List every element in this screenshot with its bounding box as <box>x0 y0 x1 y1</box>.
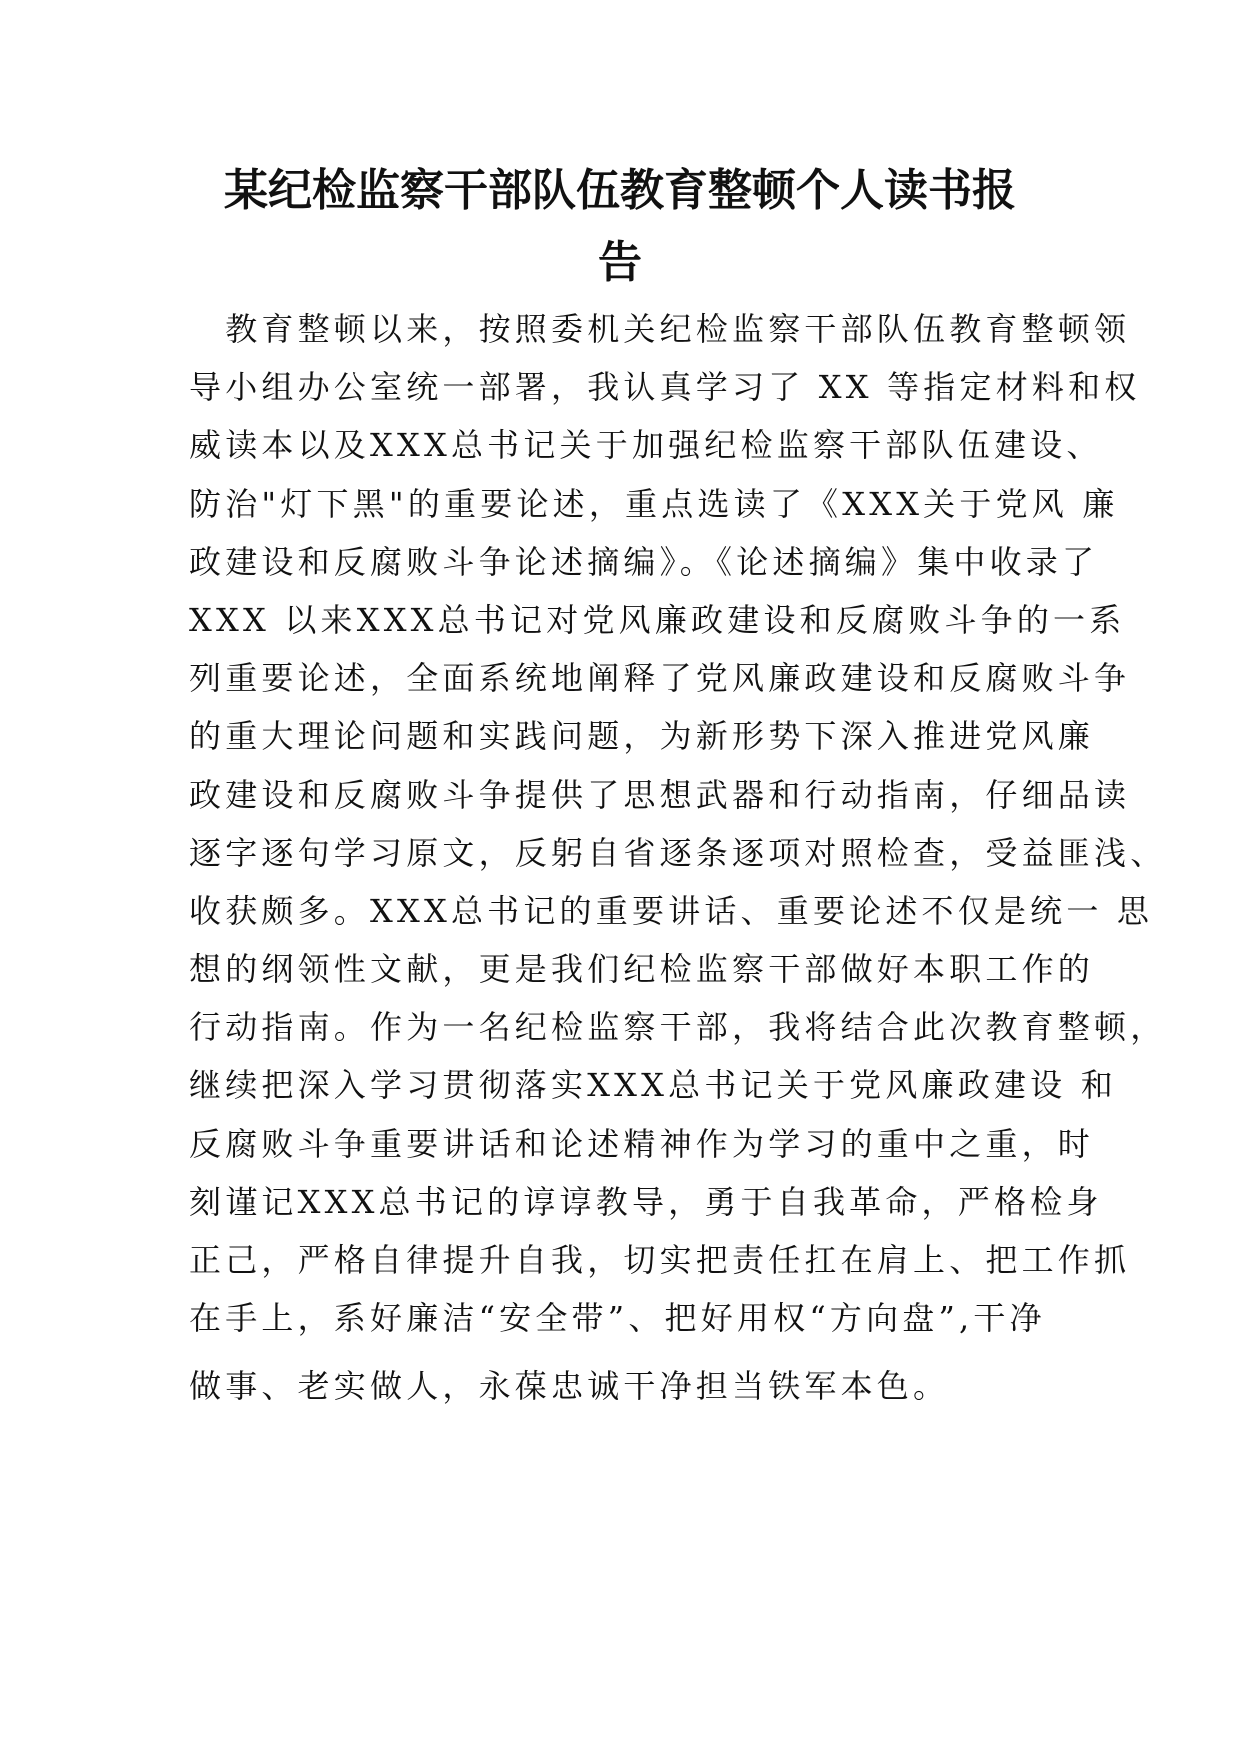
title-line-2: 告 <box>598 237 642 288</box>
body-line: 正己，严格自律提升自我，切实把责任扛在肩上、把工作抓 <box>189 1241 1131 1279</box>
body-line: 威读本以及XXX总书记关于加强纪检监察干部队伍建设、 <box>189 426 1103 465</box>
document-title <box>180 155 1060 299</box>
body-line: 政建设和反腐败斗争提供了思想武器和行动指南，仔细品读 <box>189 775 1131 814</box>
body-line: 逐字逐句学习原文，反躬自省逐条逐项对照检查，受益匪浅、 <box>189 833 1167 872</box>
body-line: 做事、老实做人，永葆忠诚干净担当铁军本色。 <box>189 1367 950 1406</box>
body-line: 政建设和反腐败斗争论述摘编》。《论述摘编》集中收录了 <box>189 542 1099 581</box>
body-line: 导小组办公室统一部署，我认真学习了 XX 等指定材料和权 <box>189 368 1141 407</box>
body-line: 行动指南。作为一名纪检监察干部，我将结合此次教育整顿， <box>189 1008 1167 1047</box>
body-line: 在手上，系好廉洁“安全带”、把好用权“方向盘”,干净 <box>189 1299 1046 1338</box>
body-line: 列重要论述，全面系统地阐释了党风廉政建设和反腐败斗争 <box>189 659 1131 698</box>
body-line: 教育整顿以来，按照委机关纪检监察干部队伍教育整顿领 <box>189 310 1131 348</box>
body-line: 收获颇多。XXX总书记的重要讲话、重要论述不仅是统一 思 <box>189 891 1154 930</box>
body-text <box>189 300 1167 1416</box>
body-line: 继续把深入学习贯彻落实XXX总书记关于党风廉政建设 和 <box>189 1066 1117 1105</box>
body-line: 防治"灯下黑"的重要论述，重点选读了《XXX关于党风 廉 <box>189 484 1119 523</box>
body-line: 刻谨记XXX总书记的谆谆教导，勇于自我革命，严格检身 <box>189 1182 1103 1221</box>
body-line: XXX 以来XXX总书记对党风廉政建设和反腐败斗争的一系 <box>189 600 1126 639</box>
body-line: 的重大理论问题和实践问题，为新形势下深入推进党风廉 <box>189 717 1095 756</box>
title-line-1: 某纪检监察干部队伍教育整顿个人读书报 <box>224 165 1016 216</box>
body-line: 反腐败斗争重要讲话和论述精神作为学习的重中之重，时 <box>189 1124 1095 1163</box>
body-line: 想的纲领性文献，更是我们纪检监察干部做好本职工作的 <box>189 950 1095 989</box>
